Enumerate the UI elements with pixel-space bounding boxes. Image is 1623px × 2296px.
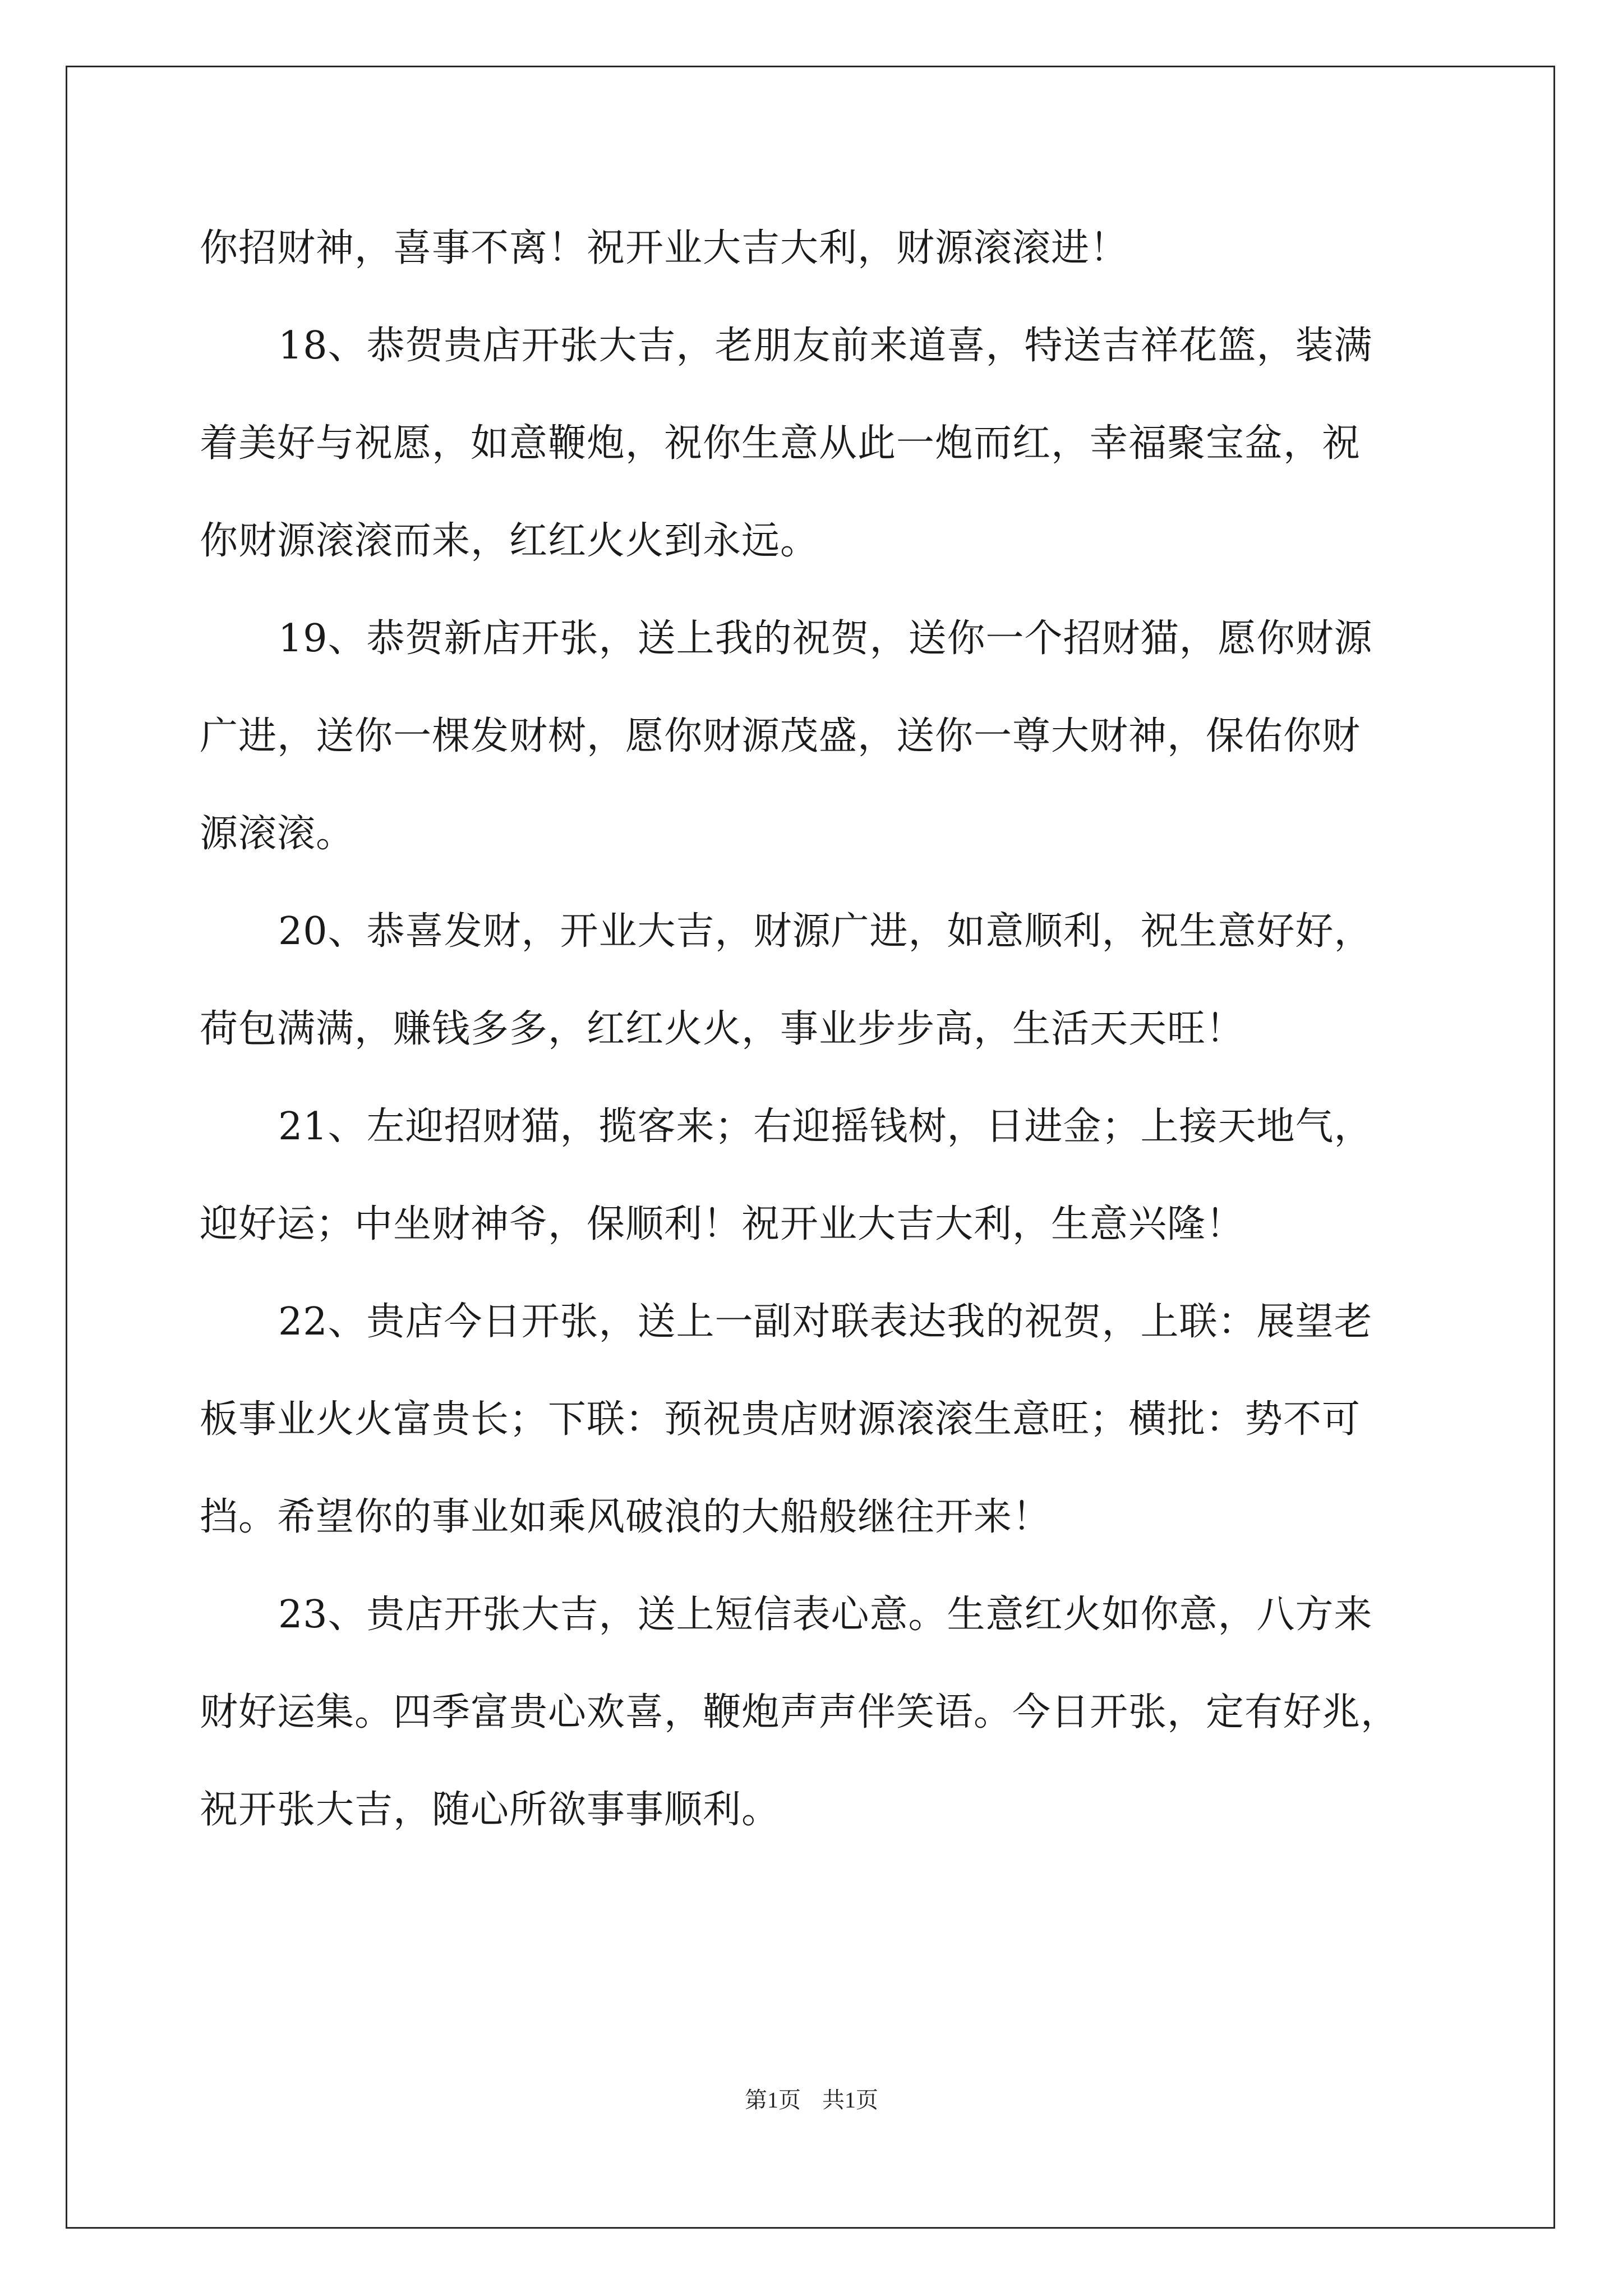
page-total: 共1页 — [822, 2087, 878, 2113]
text-line: 18、恭贺贵店开张大吉，老朋友前来道喜，特送吉祥花篮，装满 — [278, 324, 1373, 368]
text-line: 19、恭贺新店开张，送上我的祝贺，送你一个招财猫，愿你财源 — [278, 616, 1373, 661]
page-footer — [0, 2082, 1623, 2114]
text-line: 迎好运；中坐财神爷，保顺利！祝开业大吉大利，生意兴隆！ — [200, 1202, 1245, 1246]
paragraph-22 — [200, 1291, 1461, 1584]
text-line: 你招财神，喜事不离！祝开业大吉大利，财源滚滚进！ — [200, 226, 1129, 270]
text-line: 20、恭喜发财，开业大吉，财源广进，如意顺利，祝生意好好， — [278, 909, 1373, 954]
paragraph-23 — [200, 1584, 1461, 1877]
paragraph-18 — [200, 315, 1461, 608]
text-line: 22、贵店今日开张，送上一副对联表达我的祝贺，上联：展望老 — [278, 1300, 1373, 1344]
text-line: 你财源滚滚而来，红红火火到永远。 — [200, 519, 819, 563]
text-line: 挡。希望你的事业如乘风破浪的大船般继往开来！ — [200, 1495, 1052, 1539]
paragraph-21 — [200, 1096, 1461, 1291]
text-line: 广进，送你一棵发财树，愿你财源茂盛，送你一尊大财神，保佑你财 — [200, 714, 1361, 758]
page-number: 第1页 — [745, 2087, 801, 2113]
text-line: 着美好与祝愿，如意鞭炮，祝你生意从此一炮而红，幸福聚宝盆，祝 — [200, 421, 1361, 466]
paragraph-20 — [200, 901, 1461, 1096]
text-line: 财好运集。四季富贵心欢喜，鞭炮声声伴笑语。今日开张，定有好兆， — [200, 1690, 1400, 1734]
document-body — [200, 218, 1461, 1877]
text-line: 23、贵店开张大吉，送上短信表心意。生意红火如你意，八方来 — [278, 1593, 1373, 1637]
text-line: 板事业火火富贵长；下联：预祝贵店财源滚滚生意旺；横批：势不可 — [200, 1397, 1361, 1442]
text-line: 21、左迎招财猫，揽客来；右迎摇钱树，日进金；上接天地气， — [278, 1105, 1373, 1149]
paragraph-continuation — [200, 218, 1461, 315]
text-line: 荷包满满，赚钱多多，红红火火，事业步步高，生活天天旺！ — [200, 1007, 1245, 1051]
paragraph-19 — [200, 608, 1461, 901]
text-line: 源滚滚。 — [200, 812, 355, 856]
text-line: 祝开张大吉，随心所欲事事顺利。 — [200, 1788, 781, 1832]
